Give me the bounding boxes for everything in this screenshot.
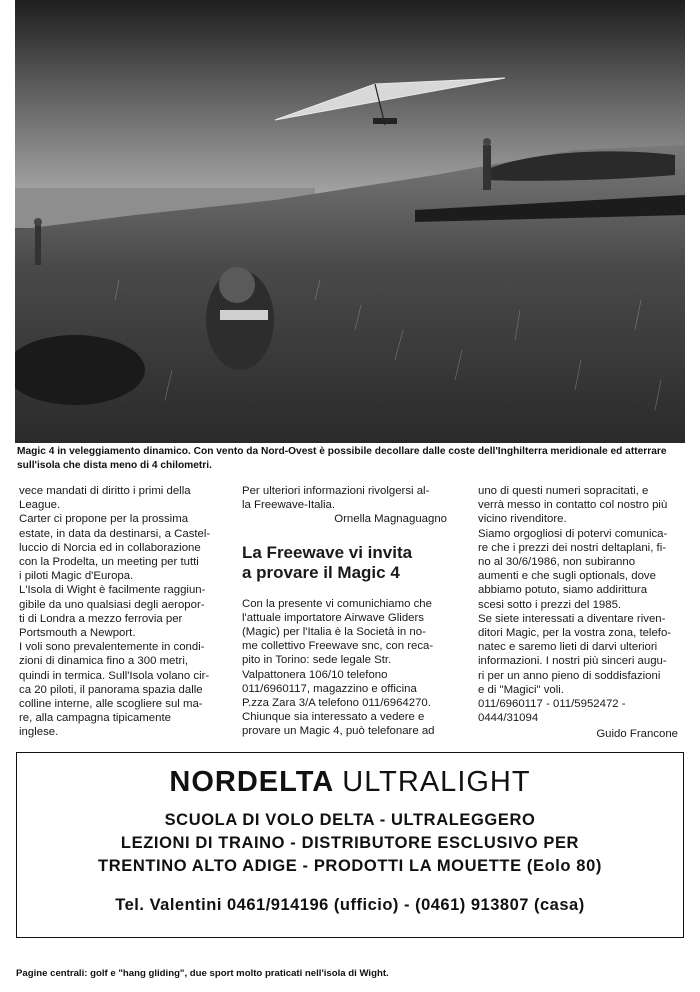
ad-brand-bold: NORDELTA: [169, 766, 335, 798]
text-line: Per ulteriori informazioni rivolgersi al-: [242, 485, 430, 497]
text-line: estate, in data da destinarsi, a Castel-: [19, 527, 211, 540]
signature: Guido Francone: [596, 728, 678, 741]
headline-line-1: La Freewave vi invita: [242, 542, 413, 562]
text-line: zioni di dinamica fino a 300 metri,: [19, 655, 189, 668]
text-line: P.zza Zara 3/A telefono 011/6964270.: [242, 697, 431, 710]
text-line: vece mandati di diritto i primi della: [19, 485, 191, 497]
hang-glider-photo: [15, 0, 685, 443]
ad-line-1: SCUOLA DI VOLO DELTA - ULTRALEGGERO: [164, 811, 536, 829]
text-line: 011/6960117, magazzino e officina: [242, 682, 417, 695]
headline-line-2: a provare il Magic 4: [242, 562, 400, 582]
text-line: no al 30/6/1986, non subiranno: [478, 556, 636, 569]
text-line: vicino rivenditore.: [478, 513, 567, 526]
text-line: re che i prezzi dei nostri deltaplani, fi-: [478, 541, 667, 554]
text-line: me collettivo Freewave snc, con reca-: [242, 640, 434, 653]
text-line: ti di Londra a mezzo ferrovia per: [19, 612, 183, 625]
text-line: e di "Magici" voli.: [478, 683, 564, 696]
text-line: luccio di Norcia ed in collaborazione: [19, 541, 201, 554]
text-line: I voli sono prevalentemente in condi-: [19, 641, 205, 654]
text-line: League.: [19, 499, 61, 512]
article-column-1: [19, 484, 229, 740]
text-line: ri per un anno pieno di soddisfazioni: [478, 669, 661, 682]
text-line: Chiunque sia interessato a vedere e: [242, 711, 425, 724]
text-line: scesi sotto i prezzi del 1985.: [478, 598, 622, 611]
text-line: Siamo orgogliosi di potervi comunica-: [478, 527, 668, 540]
article-column-2: [242, 484, 457, 739]
article-headline: [242, 543, 457, 583]
ad-line-2: LEZIONI DI TRAINO - DISTRIBUTORE ESCLUSIVO PER: [120, 834, 580, 852]
text-line: Se siete interessati a diventare riven-: [478, 612, 666, 625]
text-line: Portsmouth a Newport.: [19, 627, 136, 640]
text-line: colline interne, alle scogliere sul ma-: [19, 698, 203, 711]
text-line: quindi in termica. Sull'Isola volano cir-: [19, 669, 210, 682]
text-line: (Magic) per l'Italia è la Società in no-: [242, 626, 426, 639]
text-line: Valpattonera 106/10 telefono: [242, 668, 388, 681]
text-line: pito in Torino: sede legale Str.: [242, 654, 392, 667]
text-line: Con la presente vi comunichiamo che: [242, 597, 432, 610]
text-line: inglese.: [19, 726, 59, 739]
phone-numbers: 0444/31094: [478, 712, 539, 725]
text-line: aumenti e che sugli optionals, dove: [478, 570, 656, 583]
ad-line-3: TRENTINO ALTO ADIGE - PRODOTTI LA MOUETTE (Eolo 80): [98, 857, 602, 875]
text-line: i piloti Magic d'Europa.: [19, 570, 134, 583]
photo-scene: [15, 0, 685, 443]
text-line: l'attuale importatore Airwave Gliders: [242, 611, 424, 624]
text-line: verrà messo in contatto col nostro più: [478, 499, 668, 512]
page-footer-caption: Pagine centrali: golf e "hang gliding", due sport molto praticati nell'isola di Wight.: [16, 968, 389, 979]
photo-caption: [17, 445, 687, 473]
text-line: con la Prodelta, un meeting per tutti: [19, 556, 199, 569]
ad-brand-light: ULTRALIGHT: [342, 766, 531, 798]
caption-line-2: sull'isola che dista meno di 4 chilometri.: [17, 460, 212, 471]
ad-brand: [17, 765, 683, 799]
text-line: provare un Magic 4, può telefonare ad: [242, 725, 435, 738]
text-line: informazioni. I nostri più sinceri augu-: [478, 655, 667, 668]
signature: Ornella Magnaguagno: [334, 513, 447, 526]
phone-numbers: 011/6960117 - 011/5952472 -: [478, 698, 626, 711]
nordelta-advertisement: [16, 752, 684, 938]
ad-telephone: Tel. Valentini 0461/914196 (ufficio) - (0461) 913807 (casa): [115, 896, 585, 914]
text-line: re, alla campagna tipicamente: [19, 712, 171, 725]
text-line: L'Isola di Wight è facilmente raggiun-: [19, 584, 206, 597]
caption-line-1: Magic 4 in veleggiamento dinamico. Con vento da Nord-Ovest è possibile decollare dalle coste dell'Inghilterra meridionale ed atterrare: [17, 446, 667, 457]
text-line: natec e saremo lieti di darvi ulteriori: [478, 641, 658, 654]
text-line: ca 20 piloti, il panorama spazia dalle: [19, 683, 203, 696]
text-line: uno di questi numeri sopracitati, e: [478, 485, 649, 497]
text-line: abbiamo potuto, siamo addirittura: [478, 584, 648, 597]
text-line: ditori Magic, per la vostra zona, telefo-: [478, 627, 672, 640]
text-line: Carter ci propone per la prossima: [19, 513, 189, 526]
article-column-3: [478, 484, 688, 742]
text-line: gibile da uno qualsiasi degli aeropor-: [19, 598, 205, 611]
text-line: la Freewave-Italia.: [242, 499, 336, 512]
